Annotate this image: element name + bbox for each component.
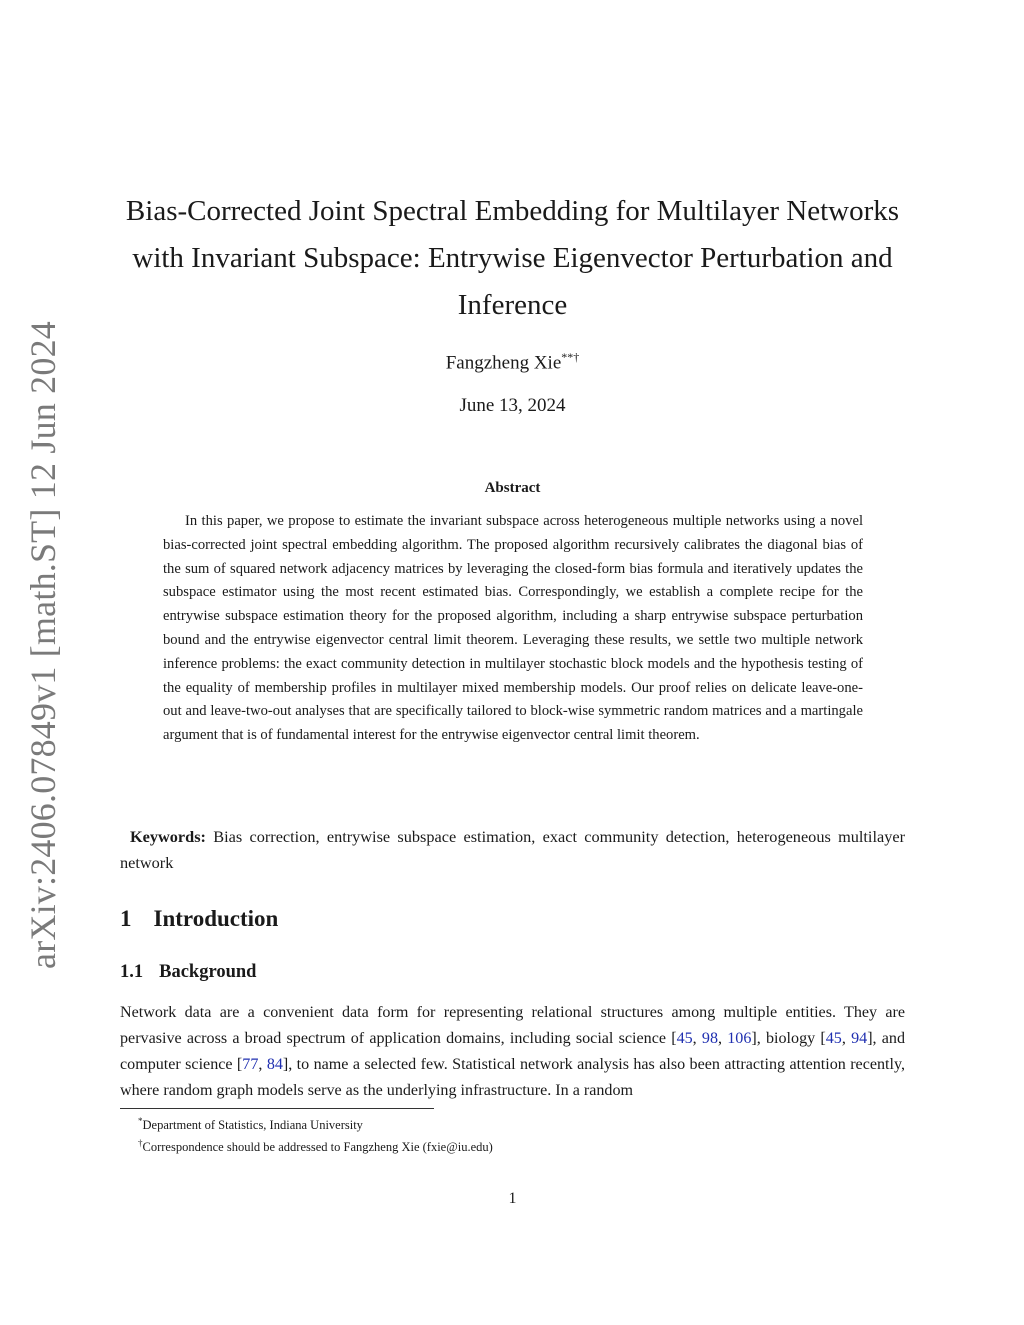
arxiv-identifier-text: arXiv:2406.07849v1 [math.ST] 12 Jun 2024 [23,321,64,969]
keywords-label: Keywords: [130,827,206,846]
subsection-title: Background [159,962,257,982]
keywords-block [120,824,905,876]
citation-link[interactable]: 94 [851,1030,868,1047]
citation-separator: , [841,1030,852,1047]
footnote-affiliation [138,1112,898,1134]
subsection-heading-background [120,962,256,983]
section-heading-introduction [120,906,278,932]
section-title: Introduction [153,906,279,931]
author-line [120,350,905,374]
background-paragraph [120,1000,905,1104]
abstract-body: In this paper, we propose to estimate the invariant subspace across heterogeneous multiple networks using a novel bias-corrected joint spectral embedding algorithm. The proposed algorithm recursively calibrates the diagonal bias of the sum of squared network adjacency matrices by leveraging the closed-form bias formula and iteratively updates the subspace estimator using the most recent estimated bias. Correspondingly, we establish a complete recipe for the entrywise subspace estimation theory for the proposed algorithm, including a sharp entrywise subspace perturbation bound and the entrywise eigenvector central limit theorem. Leveraging these results, we settle two multiple network inference problems: the exact community detection in multilayer stochastic block models and the hypothesis testing of the equality of membership profiles in multilayer mixed membership models. Our proof relies on delicate leave-one-out and leave-two-out analyses that are specifically tailored to block-wise symmetric random matrices and a martingale argument that is of fundamental interest for the entrywise eigenvector central limit theorem. [163,513,863,744]
footnote-mark: † [138,1138,143,1149]
body-text-3: ], and computer science [ [120,1030,906,1073]
abstract-heading: Abstract [484,480,541,496]
paper-date: June 13, 2024 [459,395,566,416]
subsection-number: 1.1 [120,962,144,982]
title-line-3: Inference [457,289,568,321]
paper-title [120,188,905,329]
citation-link[interactable]: 77 [242,1056,259,1073]
arxiv-identifier-stamp [18,321,68,969]
body-text-4: ], to name a selected few. Statistical network analysis has also been attracting attention recently, where random graph models serve as the underlying infrastructure. In a random [120,1056,905,1099]
citation-separator: , [692,1030,702,1047]
citation-link[interactable]: 98 [701,1030,718,1047]
footnote-correspondence [138,1134,898,1156]
footnote-text: Correspondence should be addressed to Fangzheng Xie (fxie@iu.edu) [142,1140,493,1155]
section-number: 1 [120,906,132,931]
footnotes [138,1112,898,1156]
citation-link[interactable]: 84 [266,1056,283,1073]
page-number: 1 [508,1190,517,1207]
keywords-text: Bias correction, entrywise subspace estimation, exact community detection, heterogeneous multilayer network [120,827,905,872]
footnote-text: Department of Statistics, Indiana University [142,1118,363,1133]
title-line-2: with Invariant Subspace: Entrywise Eigenvector Perturbation and [132,242,893,274]
footnote-divider [120,1108,434,1109]
body-text-1: Network data are a convenient data form for representing relational structures among multiple entities. They are pervasive across a broad spectrum of application domains, including social science [ [120,1004,905,1047]
citation-link[interactable]: 45 [825,1030,842,1047]
citation-separator: , [258,1056,267,1073]
body-text-2: ], biology [ [751,1030,826,1047]
citation-link[interactable]: 45 [676,1030,693,1047]
citation-link[interactable]: 106 [727,1030,752,1047]
footnote-mark: * [138,1116,143,1126]
author-footnote-marks: **† [561,350,580,364]
citation-separator: , [718,1030,728,1047]
title-line-1: Bias-Corrected Joint Spectral Embedding for Multilayer Networks [125,195,900,227]
author-name: Fangzheng Xie [445,352,562,374]
